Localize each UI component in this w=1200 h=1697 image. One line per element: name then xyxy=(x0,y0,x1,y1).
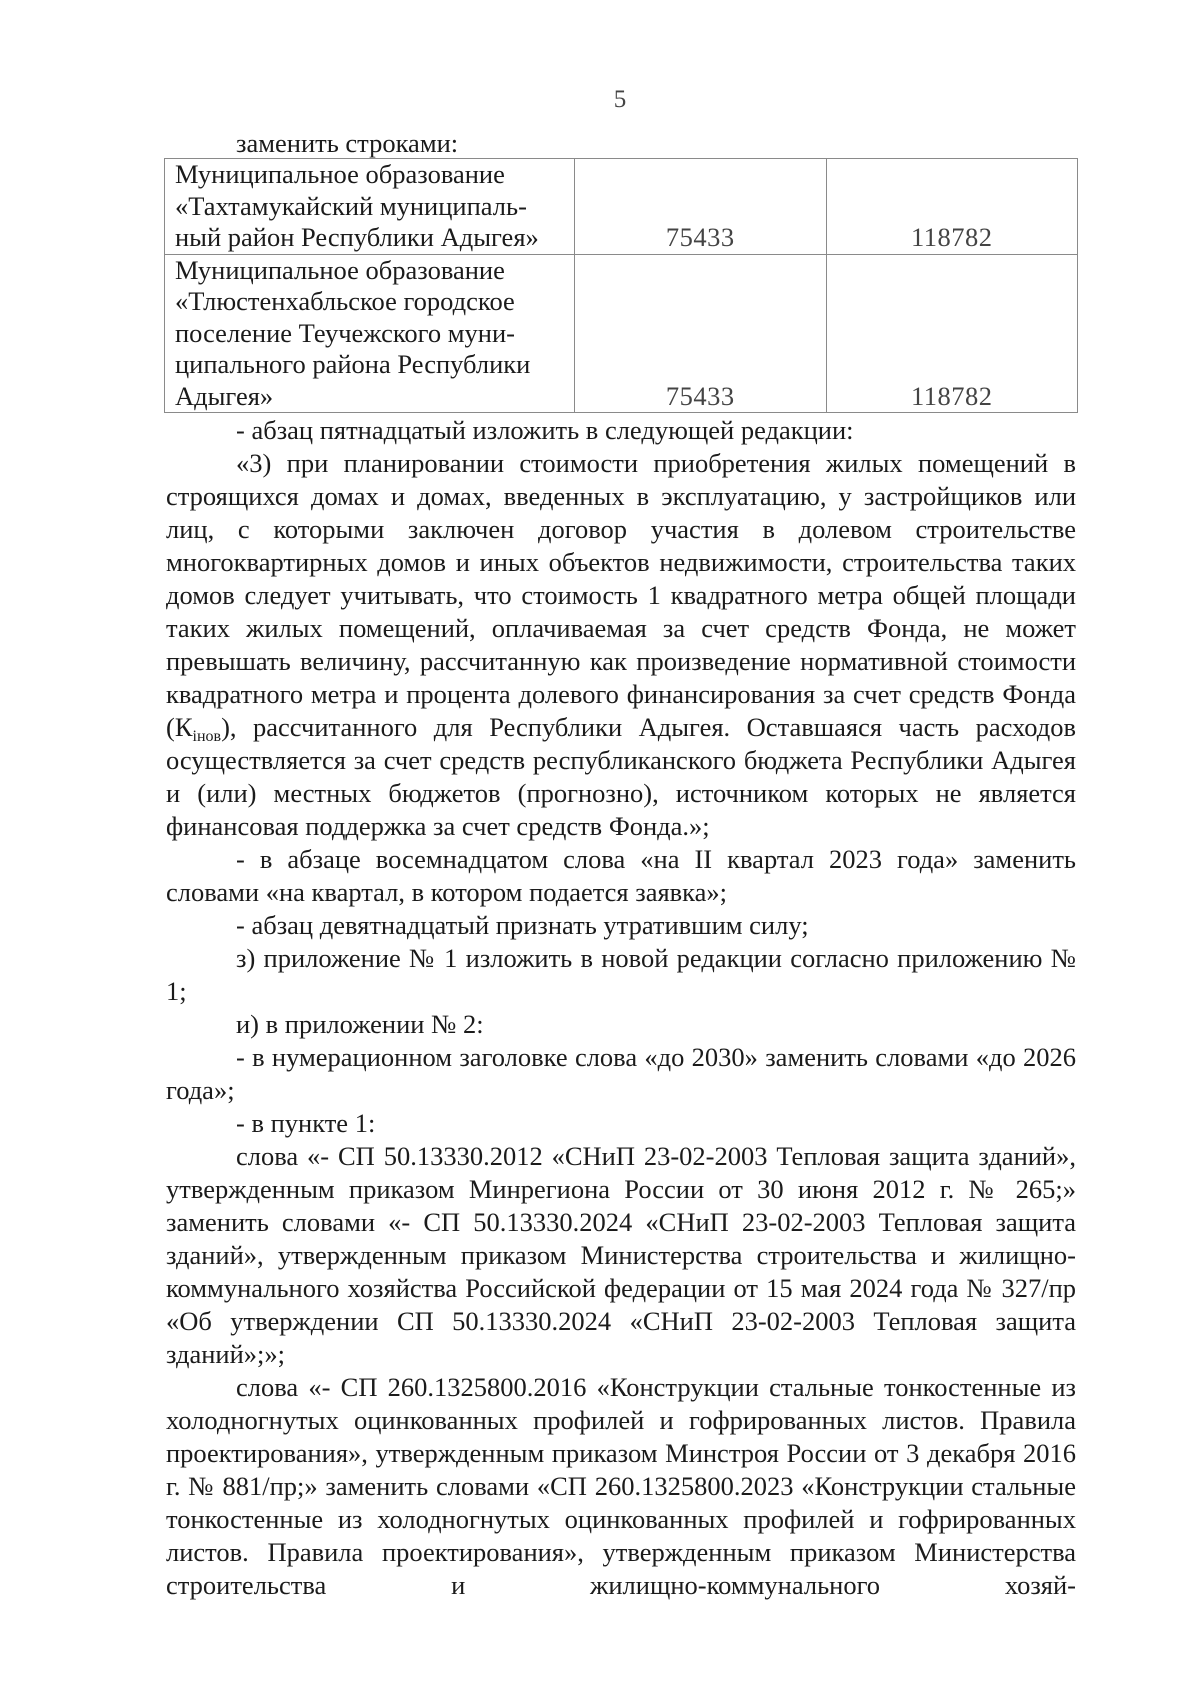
subscript: iнов xyxy=(192,728,222,745)
name-line: «Тахтамукайский муниципаль- xyxy=(175,190,527,221)
paragraph-text: ), рассчитанного для Республики Адыгея. Оставшаяся часть расходов осуществляется за счет средств республиканского бюджета Республики Адыгея и (или) местных бюджетов (прогнозно), источником которых не является финансовая поддержка за счет средств Фонда.»; xyxy=(166,712,1076,841)
intro-line: заменить строками: xyxy=(236,128,459,158)
paragraph: и) в приложении № 2: xyxy=(236,1009,484,1039)
name-line: поселение Теучежского муни- xyxy=(175,317,515,348)
value-2: 118782 xyxy=(910,222,993,252)
value-cell xyxy=(826,159,1078,255)
value-1: 75433 xyxy=(665,380,735,411)
paragraph-text: «3) при планировании стоимости приобретения жилых помещений в строящихся домах и домах, введенных в эксплуатацию, у застройщиков или лиц, с которыми заключен договор участия в долевом строительстве многоквартирных домов и иных объектов недвижимости, строительства таких домов следует учитывать, что стоимость 1 квадратного метра общей площади таких жилых помещений, оплачиваемая за счет средств Фонда, не может превышать величину, рассчитанную как произведение нормативной стоимости квадратного метра и процента долевого финансирования за счет средств Фонда (К xyxy=(166,448,1076,742)
paragraph: - в пункте 1: xyxy=(236,1108,376,1138)
municipality-name-cell xyxy=(165,254,575,413)
value-cell xyxy=(575,159,827,255)
paragraph: - абзац пятнадцатый изложить в следующей редакции: xyxy=(236,415,854,445)
page-number: 5 xyxy=(613,86,627,113)
name-line: Муниципальное образование xyxy=(175,159,505,189)
paragraph-formula xyxy=(166,447,1076,843)
name-line: Адыгея» xyxy=(175,380,274,411)
value-2: 118782 xyxy=(910,380,993,411)
paragraph: - в нумерационном заголовке слова «до 2030» заменить словами «до 2026 года»; xyxy=(166,1042,1076,1105)
name-line: Муниципальное образование xyxy=(175,254,505,285)
paragraph: слова «- СП 260.1325800.2016 «Конструкции стальные тонкостенные из холодногнутых оцинкованных профилей и гофрированных листов. Правила проектирования», утвержденным приказом Минстроя России от 3 декабря 2016 г. № 881/пр;» заменить словами «СП 260.1325800.2023 «Конструкции стальные тонкостенные из холодногнутых оцинкованных профилей и гофрированных листов. Правила проектирования», утвержденным приказом Министерства строительства и жилищно-коммунального хозяй- xyxy=(166,1372,1076,1600)
name-line: «Тлюстенхабльское городское xyxy=(175,286,515,316)
table-row xyxy=(165,159,1078,255)
table-row xyxy=(165,254,1078,413)
name-line: ный район Республики Адыгея» xyxy=(175,222,539,252)
value-cell xyxy=(575,254,827,413)
paragraph: - абзац девятнадцатый признать утратившим силу; xyxy=(236,910,809,940)
paragraph: слова «- СП 50.13330.2012 «СНиП 23-02-2003 Тепловая защита зданий», утвержденным приказом Минрегиона России от 30 июня 2012 г. № 265;» заменить словами «- СП 50.13330.2024 «СНиП 23-02-2003 Тепловая защита зданий», утвержденным приказом Министерства строительства и жилищно-коммунального хозяйства Российской федерации от 15 мая 2024 года № 327/пр «Об утверждении СП 50.13330.2024 «СНиП 23-02-2003 Тепловая защита зданий»;»; xyxy=(166,1141,1076,1369)
replacement-rows-table xyxy=(164,158,1078,413)
municipality-name-cell xyxy=(165,159,575,255)
value-cell xyxy=(826,254,1078,413)
paragraph: з) приложение № 1 изложить в новой редакции согласно приложению № 1; xyxy=(166,943,1076,1006)
paragraph: - в абзаце восемнадцатом слова «на II квартал 2023 года» заменить словами «на квартал, в котором подается заявка»; xyxy=(166,844,1076,907)
value-1: 75433 xyxy=(665,222,735,252)
document-body xyxy=(166,128,1076,1602)
name-line: ципального района Республики xyxy=(175,349,531,379)
